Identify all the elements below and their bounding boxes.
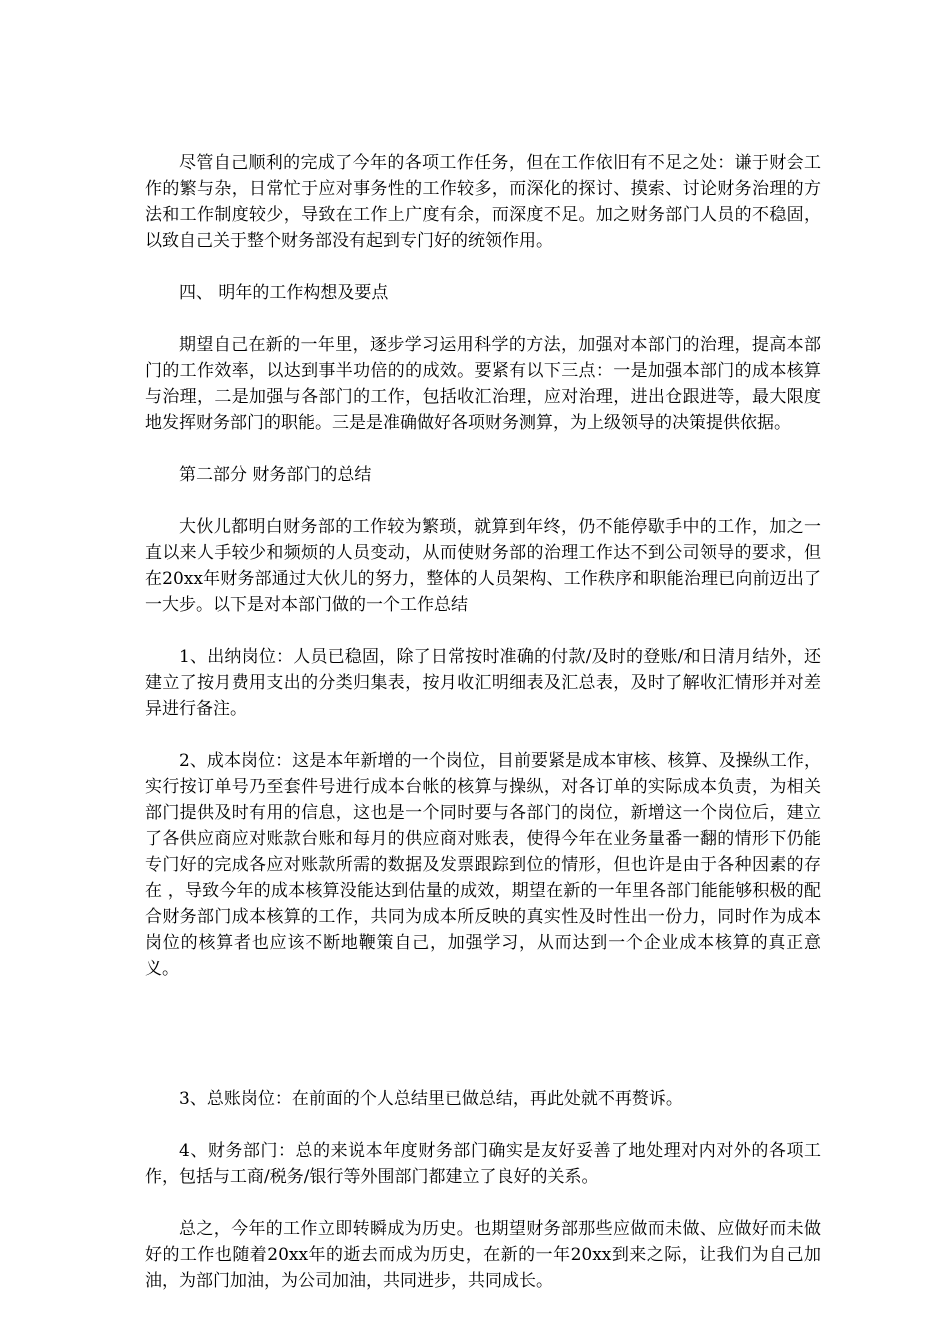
paragraph-shortcomings: 尽管自己顺利的完成了今年的各项工作任务，但在工作依旧有不足之处：谦于财会工作的繁与杂，日常忙于应对事务性的工作较多，而深化的探讨、摸索、讨论财务治理的方法和工作制度较少，导致在工作上广度有余，而深度不足。加之财务部门人员的不稳固，以致自己关于整个财务部没有起到专门好的统领作用。 bbox=[145, 153, 821, 251]
document-body bbox=[145, 150, 821, 1320]
section-heading-next-year-plan: 四、 明年的工作构想及要点 bbox=[179, 283, 389, 303]
section-heading-part-two: 第二部分 财务部门的总结 bbox=[179, 465, 372, 485]
paragraph-finance-department: 4、财务部门：总的来说本年度财务部门确实是友好妥善了地处理对内对外的各项工作，包括与工商/税务/银行等外围部门都建立了良好的关系。 bbox=[145, 1141, 821, 1187]
paragraph-cashier-position: 1、出纳岗位：人员已稳固，除了日常按时准确的付款/及时的登账/和日清月结外，还建立了按月费用支出的分类归集表，按月收汇明细表及汇总表，及时了解收汇情形并对差异进行备注。 bbox=[145, 647, 821, 719]
paragraph-department-intro: 大伙儿都明白财务部的工作较为繁琐，就算到年终，仍不能停歇手中的工作，加之一直以来人手较少和频烦的人员变动，从而使财务部的治理工作达不到公司领导的要求，但在20xx年财务部通过大伙儿的努力，整体的人员架构、工作秩序和职能治理已向前迈出了一大步。以下是对本部门做的一个工作总结 bbox=[145, 517, 821, 615]
paragraph-general-ledger-position: 3、总账岗位：在前面的个人总结里已做总结，再此处就不再赘诉。 bbox=[179, 1089, 683, 1109]
paragraph-cost-position: 2、成本岗位：这是本年新增的一个岗位，目前要紧是成本审核、核算、及操纵工作，实行按订单号乃至套件号进行成本台帐的核算与操纵，对各订单的实际成本负责，为相关部门提供及时有用的信息，这也是一个同时要与各部门的岗位，新增这一个岗位后，建立了各供应商应对账款台账和每月的供应商对账表，使得今年在业务量番一翻的情形下仍能专门好的完成各应对账款所需的数据及发票跟踪到位的情形，但也许是由于各种因素的存在 ，导致今年的成本核算没能达到估量的成效，期望在新的一年里各部门能能够积极的配合财务部门成本核算的工作，共同为成本所反映的真实性及时性出一份力，同时作为成本岗位的核算者也应该不断地鞭策自己，加强学习，从而达到一个企业成本核算的真正意义。 bbox=[145, 751, 821, 979]
paragraph-next-year-goals: 期望自己在新的一年里，逐步学习运用科学的方法，加强对本部门的治理，提高本部门的工作效率，以达到事半功倍的的成效。要紧有以下三点：一是加强本部门的成本核算与治理，二是加强与各部门的工作，包括收汇治理，应对治理，进出仓跟进等，最大限度地发挥财务部门的职能。三是是准确做好各项财务测算，为上级领导的决策提供依据。 bbox=[145, 335, 821, 433]
blank-space bbox=[145, 1008, 821, 1086]
paragraph-conclusion: 总之，今年的工作立即转瞬成为历史。也期望财务部那些应做而未做、应做好而未做好的工作也随着20xx年的逝去而成为历史，在新的一年20xx到来之际，让我们为自己加油，为部门加油，为公司加油，共同进步，共同成长。 bbox=[145, 1219, 821, 1291]
